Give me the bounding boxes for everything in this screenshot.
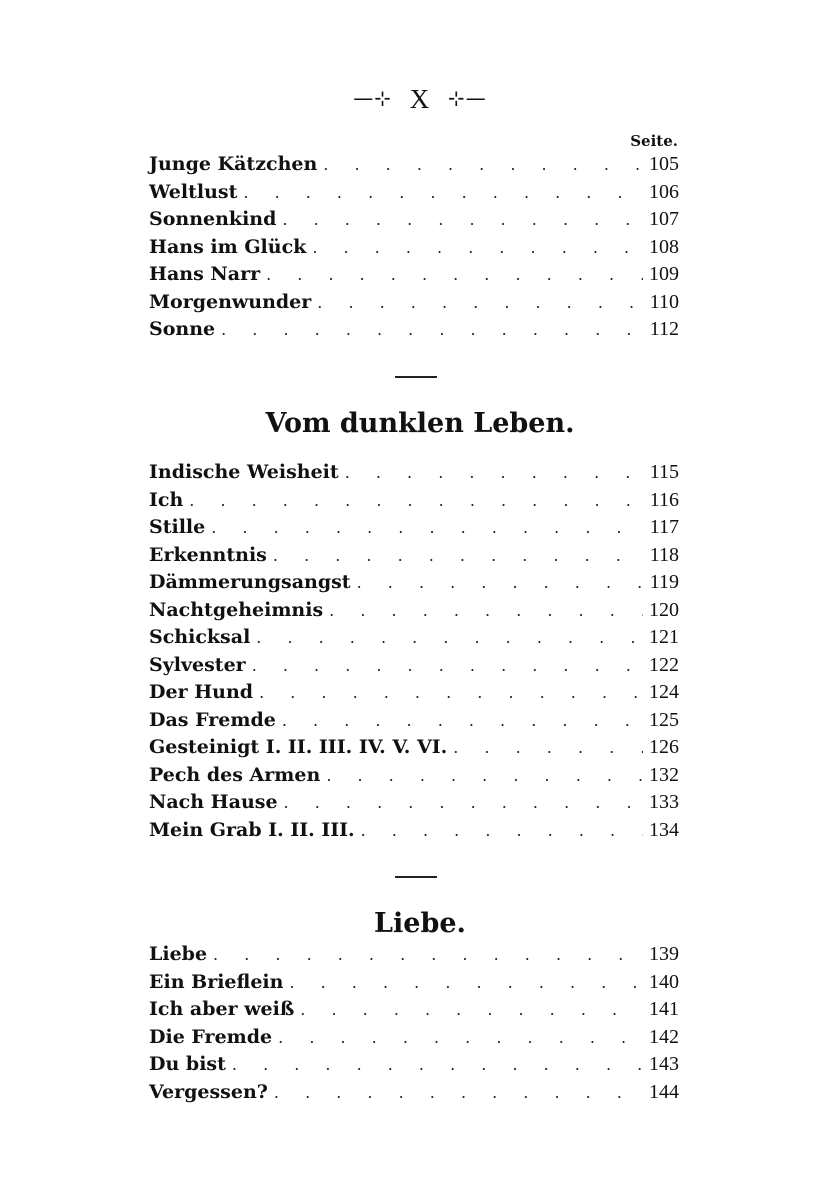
page-column-label: Seite. xyxy=(630,132,678,150)
dot-leader xyxy=(232,1051,643,1079)
dot-leader xyxy=(266,261,643,289)
toc-entry[interactable] xyxy=(149,542,679,570)
entry-title: Junge Kätzchen xyxy=(149,153,318,175)
dot-leader xyxy=(300,996,643,1024)
toc-entry[interactable] xyxy=(149,941,679,969)
entry-title: Ein Brieflein xyxy=(149,970,284,993)
entry-page: 125 xyxy=(649,708,679,731)
dot-leader xyxy=(243,179,643,207)
entry-title: Schicksal xyxy=(149,626,251,648)
entry-title: Du bist xyxy=(149,1053,226,1075)
toc-entry[interactable] xyxy=(149,707,679,735)
entry-title: Hans Narr xyxy=(149,263,261,285)
entry-title: Stille xyxy=(149,516,206,538)
toc-entry[interactable] xyxy=(149,1024,679,1052)
dot-leader xyxy=(453,734,643,762)
toc-entry[interactable] xyxy=(149,487,679,515)
dot-leader xyxy=(312,234,643,262)
entry-title: Ich aber weiß xyxy=(149,998,295,1020)
entry-page: 142 xyxy=(649,1025,679,1048)
entry-page: 126 xyxy=(649,736,679,758)
entry-title: Vergessen? xyxy=(149,1080,268,1103)
page-number-roman: X xyxy=(409,84,431,114)
dot-leader xyxy=(282,206,643,234)
dot-leader xyxy=(273,542,644,570)
toc-entry[interactable] xyxy=(149,969,679,997)
entry-title: Der Hund xyxy=(149,681,254,703)
entry-page: 108 xyxy=(649,235,679,258)
entry-page: 143 xyxy=(649,1053,679,1075)
toc-entry[interactable] xyxy=(149,817,679,845)
dot-leader xyxy=(256,624,643,652)
entry-page: 141 xyxy=(649,998,679,1020)
toc-entry[interactable] xyxy=(149,514,679,542)
toc-entry[interactable] xyxy=(149,1079,679,1107)
entry-title: Morgenwunder xyxy=(149,290,312,313)
entry-page: 106 xyxy=(649,180,679,203)
entry-title: Dämmerungsangst xyxy=(149,571,351,593)
entry-page: 117 xyxy=(649,516,679,538)
ornament-right-icon: ⊹— xyxy=(448,86,487,110)
toc-entry[interactable] xyxy=(149,652,679,680)
toc-entry[interactable] xyxy=(149,597,679,625)
entry-title: Liebe xyxy=(149,943,208,965)
entry-title: Nachtgeheimnis xyxy=(149,598,324,621)
entry-title: Erkenntnis xyxy=(149,543,267,566)
dot-leader xyxy=(211,514,643,542)
entry-page: 110 xyxy=(649,290,679,313)
toc-entry[interactable] xyxy=(149,459,679,487)
entry-title: Ich xyxy=(149,488,184,511)
entry-page: 115 xyxy=(649,461,679,483)
toc-entry[interactable] xyxy=(149,996,679,1024)
dot-leader xyxy=(189,487,643,515)
dot-leader xyxy=(326,762,643,790)
ornament-left-icon: —⊹ xyxy=(353,86,392,110)
toc-entry[interactable] xyxy=(149,151,679,179)
toc-entry[interactable] xyxy=(149,206,679,234)
entry-title: Pech des Armen xyxy=(149,763,321,786)
section-divider xyxy=(395,876,437,878)
entry-page: 140 xyxy=(649,970,679,993)
toc-entry[interactable] xyxy=(149,679,679,707)
dot-leader xyxy=(317,289,643,317)
entry-page: 120 xyxy=(649,598,679,621)
entry-page: 139 xyxy=(649,943,679,965)
dot-leader xyxy=(252,652,643,680)
entry-page: 144 xyxy=(649,1080,679,1103)
entry-page: 112 xyxy=(649,318,679,340)
dot-leader xyxy=(323,151,643,179)
dot-leader xyxy=(278,1024,643,1052)
section-heading: Vom dunklen Leben. xyxy=(265,408,575,439)
dot-leader xyxy=(282,707,643,735)
entry-title: Hans im Glück xyxy=(149,235,307,258)
entry-title: Gesteinigt I. II. III. IV. V. VI. xyxy=(149,736,448,758)
entry-title: Das Fremde xyxy=(149,708,276,731)
dot-leader xyxy=(221,316,644,344)
section-heading: Liebe. xyxy=(374,908,466,939)
entry-page: 134 xyxy=(649,818,679,841)
toc-entry[interactable] xyxy=(149,316,679,344)
entry-title: Die Fremde xyxy=(149,1025,273,1048)
toc-entry[interactable] xyxy=(149,289,679,317)
entry-title: Sylvester xyxy=(149,653,246,676)
entry-title: Sonne xyxy=(149,318,216,340)
toc-entry[interactable] xyxy=(149,624,679,652)
toc-section-2 xyxy=(149,459,679,844)
entry-page: 124 xyxy=(649,681,679,703)
toc-entry[interactable] xyxy=(149,1051,679,1079)
entry-page: 122 xyxy=(649,653,679,676)
toc-entry[interactable] xyxy=(149,734,679,762)
toc-entry[interactable] xyxy=(149,569,679,597)
toc-entry[interactable] xyxy=(149,234,679,262)
toc-entry[interactable] xyxy=(149,179,679,207)
toc-entry[interactable] xyxy=(149,789,679,817)
entry-page: 118 xyxy=(649,543,679,566)
entry-page: 105 xyxy=(649,153,679,175)
dot-leader xyxy=(289,969,643,997)
entry-title: Sonnenkind xyxy=(149,208,277,230)
dot-leader xyxy=(274,1079,643,1107)
dot-leader xyxy=(361,817,643,845)
dot-leader xyxy=(357,569,644,597)
entry-title: Weltlust xyxy=(149,180,238,203)
toc-section-1 xyxy=(149,151,679,344)
dot-leader xyxy=(329,597,643,625)
dot-leader xyxy=(284,789,643,817)
page-header xyxy=(0,84,840,115)
entry-page: 132 xyxy=(649,763,679,786)
toc-entry[interactable] xyxy=(149,261,679,289)
dot-leader xyxy=(213,941,643,969)
entry-page: 121 xyxy=(649,626,679,648)
dot-leader xyxy=(345,459,644,487)
toc-section-3 xyxy=(149,941,679,1106)
section-divider xyxy=(395,376,437,378)
entry-title: Nach Hause xyxy=(149,791,278,813)
entry-page: 119 xyxy=(649,571,679,593)
entry-title: Indische Weisheit xyxy=(149,461,339,483)
entry-page: 133 xyxy=(649,791,679,813)
entry-page: 116 xyxy=(649,488,679,511)
toc-entry[interactable] xyxy=(149,762,679,790)
entry-page: 107 xyxy=(649,208,679,230)
entry-page: 109 xyxy=(649,263,679,285)
entry-title: Mein Grab I. II. III. xyxy=(149,818,355,841)
dot-leader xyxy=(259,679,643,707)
